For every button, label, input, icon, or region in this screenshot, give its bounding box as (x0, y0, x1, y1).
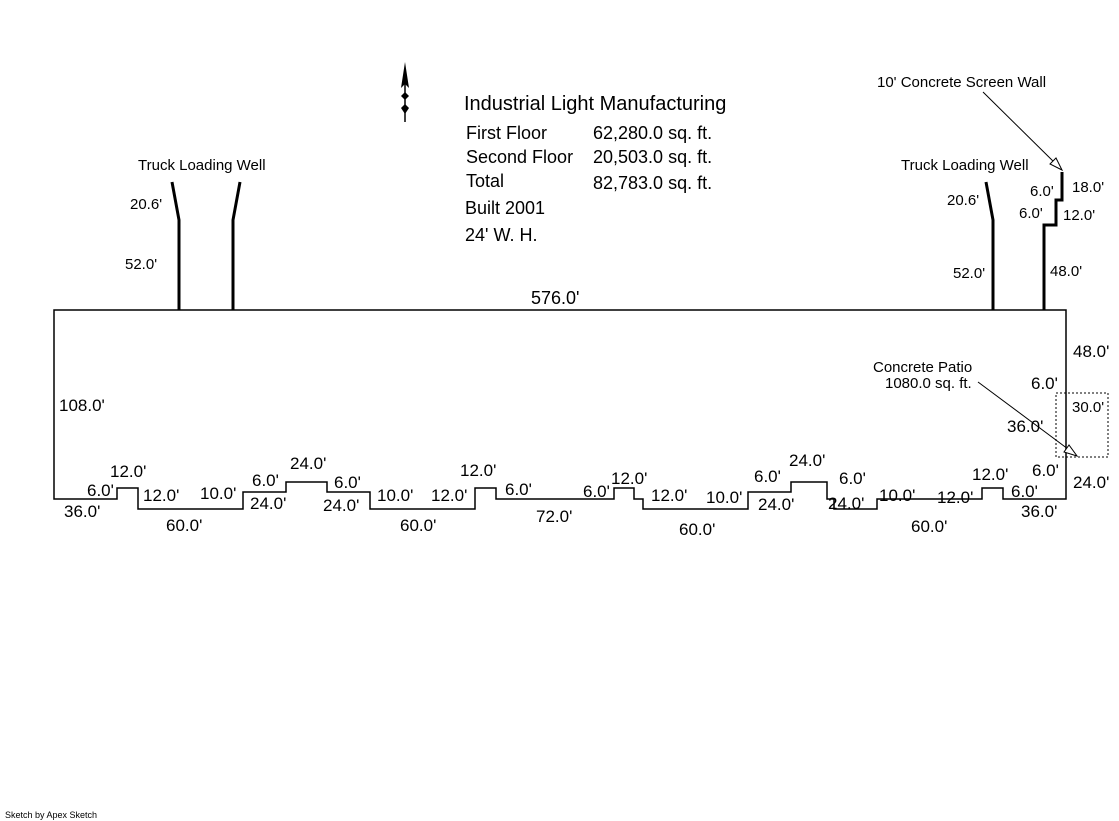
dim-top-width: 576.0' (531, 288, 580, 308)
dim-bottom: 6.0' (1032, 461, 1059, 480)
dim-bottom: 12.0' (110, 462, 147, 481)
dim-wall-low: 48.0' (1050, 263, 1083, 280)
first-floor-value: 62,280.0 sq. ft. (593, 123, 713, 143)
dim-left-depth: 108.0' (59, 396, 105, 415)
dim-bottom: 10.0' (706, 488, 743, 507)
dim-bottom: 12.0' (651, 486, 688, 505)
truck-well-left-label: Truck Loading Well (138, 157, 266, 174)
total-label: Total (466, 171, 505, 191)
truck-well-right-label: Truck Loading Well (901, 157, 1029, 174)
sketch-credit: Sketch by Apex Sketch (5, 810, 98, 820)
dim-bottom: 6.0' (252, 471, 279, 490)
total-value: 82,783.0 sq. ft. (593, 173, 713, 193)
truck-well-left-wall-2 (233, 182, 240, 310)
dim-bottom: 6.0' (505, 480, 532, 499)
building-outline (54, 310, 1066, 509)
dim-bottom: 24.0' (323, 496, 360, 515)
dim-wall-top: 18.0' (1072, 179, 1105, 196)
dim-bottom: 6.0' (87, 481, 114, 500)
dim-wall-jog-b: 6.0' (1019, 205, 1043, 222)
dim-bottom: 36.0' (64, 502, 101, 521)
dim-bottom: 6.0' (583, 482, 610, 501)
patio-area: 1080.0 sq. ft. (885, 375, 972, 392)
north-arrow-icon (401, 62, 409, 122)
second-floor-value: 20,503.0 sq. ft. (593, 147, 713, 167)
first-floor-label: First Floor (466, 123, 547, 143)
dim-bottom: 6.0' (839, 469, 866, 488)
dim-patio-offset: 6.0' (1031, 374, 1058, 393)
screen-wall-label: 10' Concrete Screen Wall (877, 74, 1047, 91)
dim-bottom: 10.0' (377, 486, 414, 505)
dim-right-upper: 48.0' (1073, 342, 1110, 361)
dim-bottom: 24.0' (789, 451, 826, 470)
second-floor-label: Second Floor (466, 147, 574, 167)
building-title: Industrial Light Manufacturing (464, 93, 727, 115)
dim-wall-mid: 12.0' (1063, 207, 1096, 224)
dim-bottom: 36.0' (1021, 502, 1058, 521)
dim-bottom: 60.0' (166, 516, 203, 535)
dim-bottom: 12.0' (937, 488, 974, 507)
dim-wall-jog-a: 6.0' (1030, 183, 1054, 200)
dim-right-lower: 24.0' (1073, 473, 1110, 492)
dim-bottom: 24.0' (250, 494, 287, 513)
dim-bottom: 72.0' (536, 507, 573, 526)
dim-bottom: 10.0' (200, 484, 237, 503)
dim-patio-width: 30.0' (1072, 399, 1105, 416)
dim-bottom: 6.0' (334, 473, 361, 492)
wall-height: 24' W. H. (465, 225, 538, 245)
dim-bottom: 6.0' (1011, 482, 1038, 501)
dim-patio-depth: 36.0' (1007, 417, 1044, 436)
dim-bottom: 24.0' (758, 495, 795, 514)
dim-bottom: 60.0' (400, 516, 437, 535)
dim-bottom: 60.0' (911, 517, 948, 536)
dim-well-right-length: 52.0' (953, 265, 986, 282)
dim-well-left-angle: 20.6' (130, 196, 163, 213)
dim-bottom: 12.0' (431, 486, 468, 505)
patio-label: Concrete Patio (873, 359, 973, 376)
dim-bottom: 12.0' (972, 465, 1009, 484)
dim-bottom: 24.0' (828, 494, 865, 513)
dim-bottom: 24.0' (290, 454, 327, 473)
dim-well-left-length: 52.0' (125, 256, 158, 273)
dim-bottom: 12.0' (611, 469, 648, 488)
dim-bottom: 6.0' (754, 467, 781, 486)
built-year: Built 2001 (465, 198, 546, 218)
dim-bottom: 10.0' (879, 486, 916, 505)
dim-bottom: 12.0' (460, 461, 497, 480)
dim-well-right-angle: 20.6' (947, 192, 980, 209)
truck-well-right-wall-1 (986, 182, 993, 310)
dim-bottom: 60.0' (679, 520, 716, 539)
screen-wall-leader (983, 92, 1058, 166)
dim-bottom: 12.0' (143, 486, 180, 505)
truck-well-left-wall-1 (172, 182, 179, 310)
